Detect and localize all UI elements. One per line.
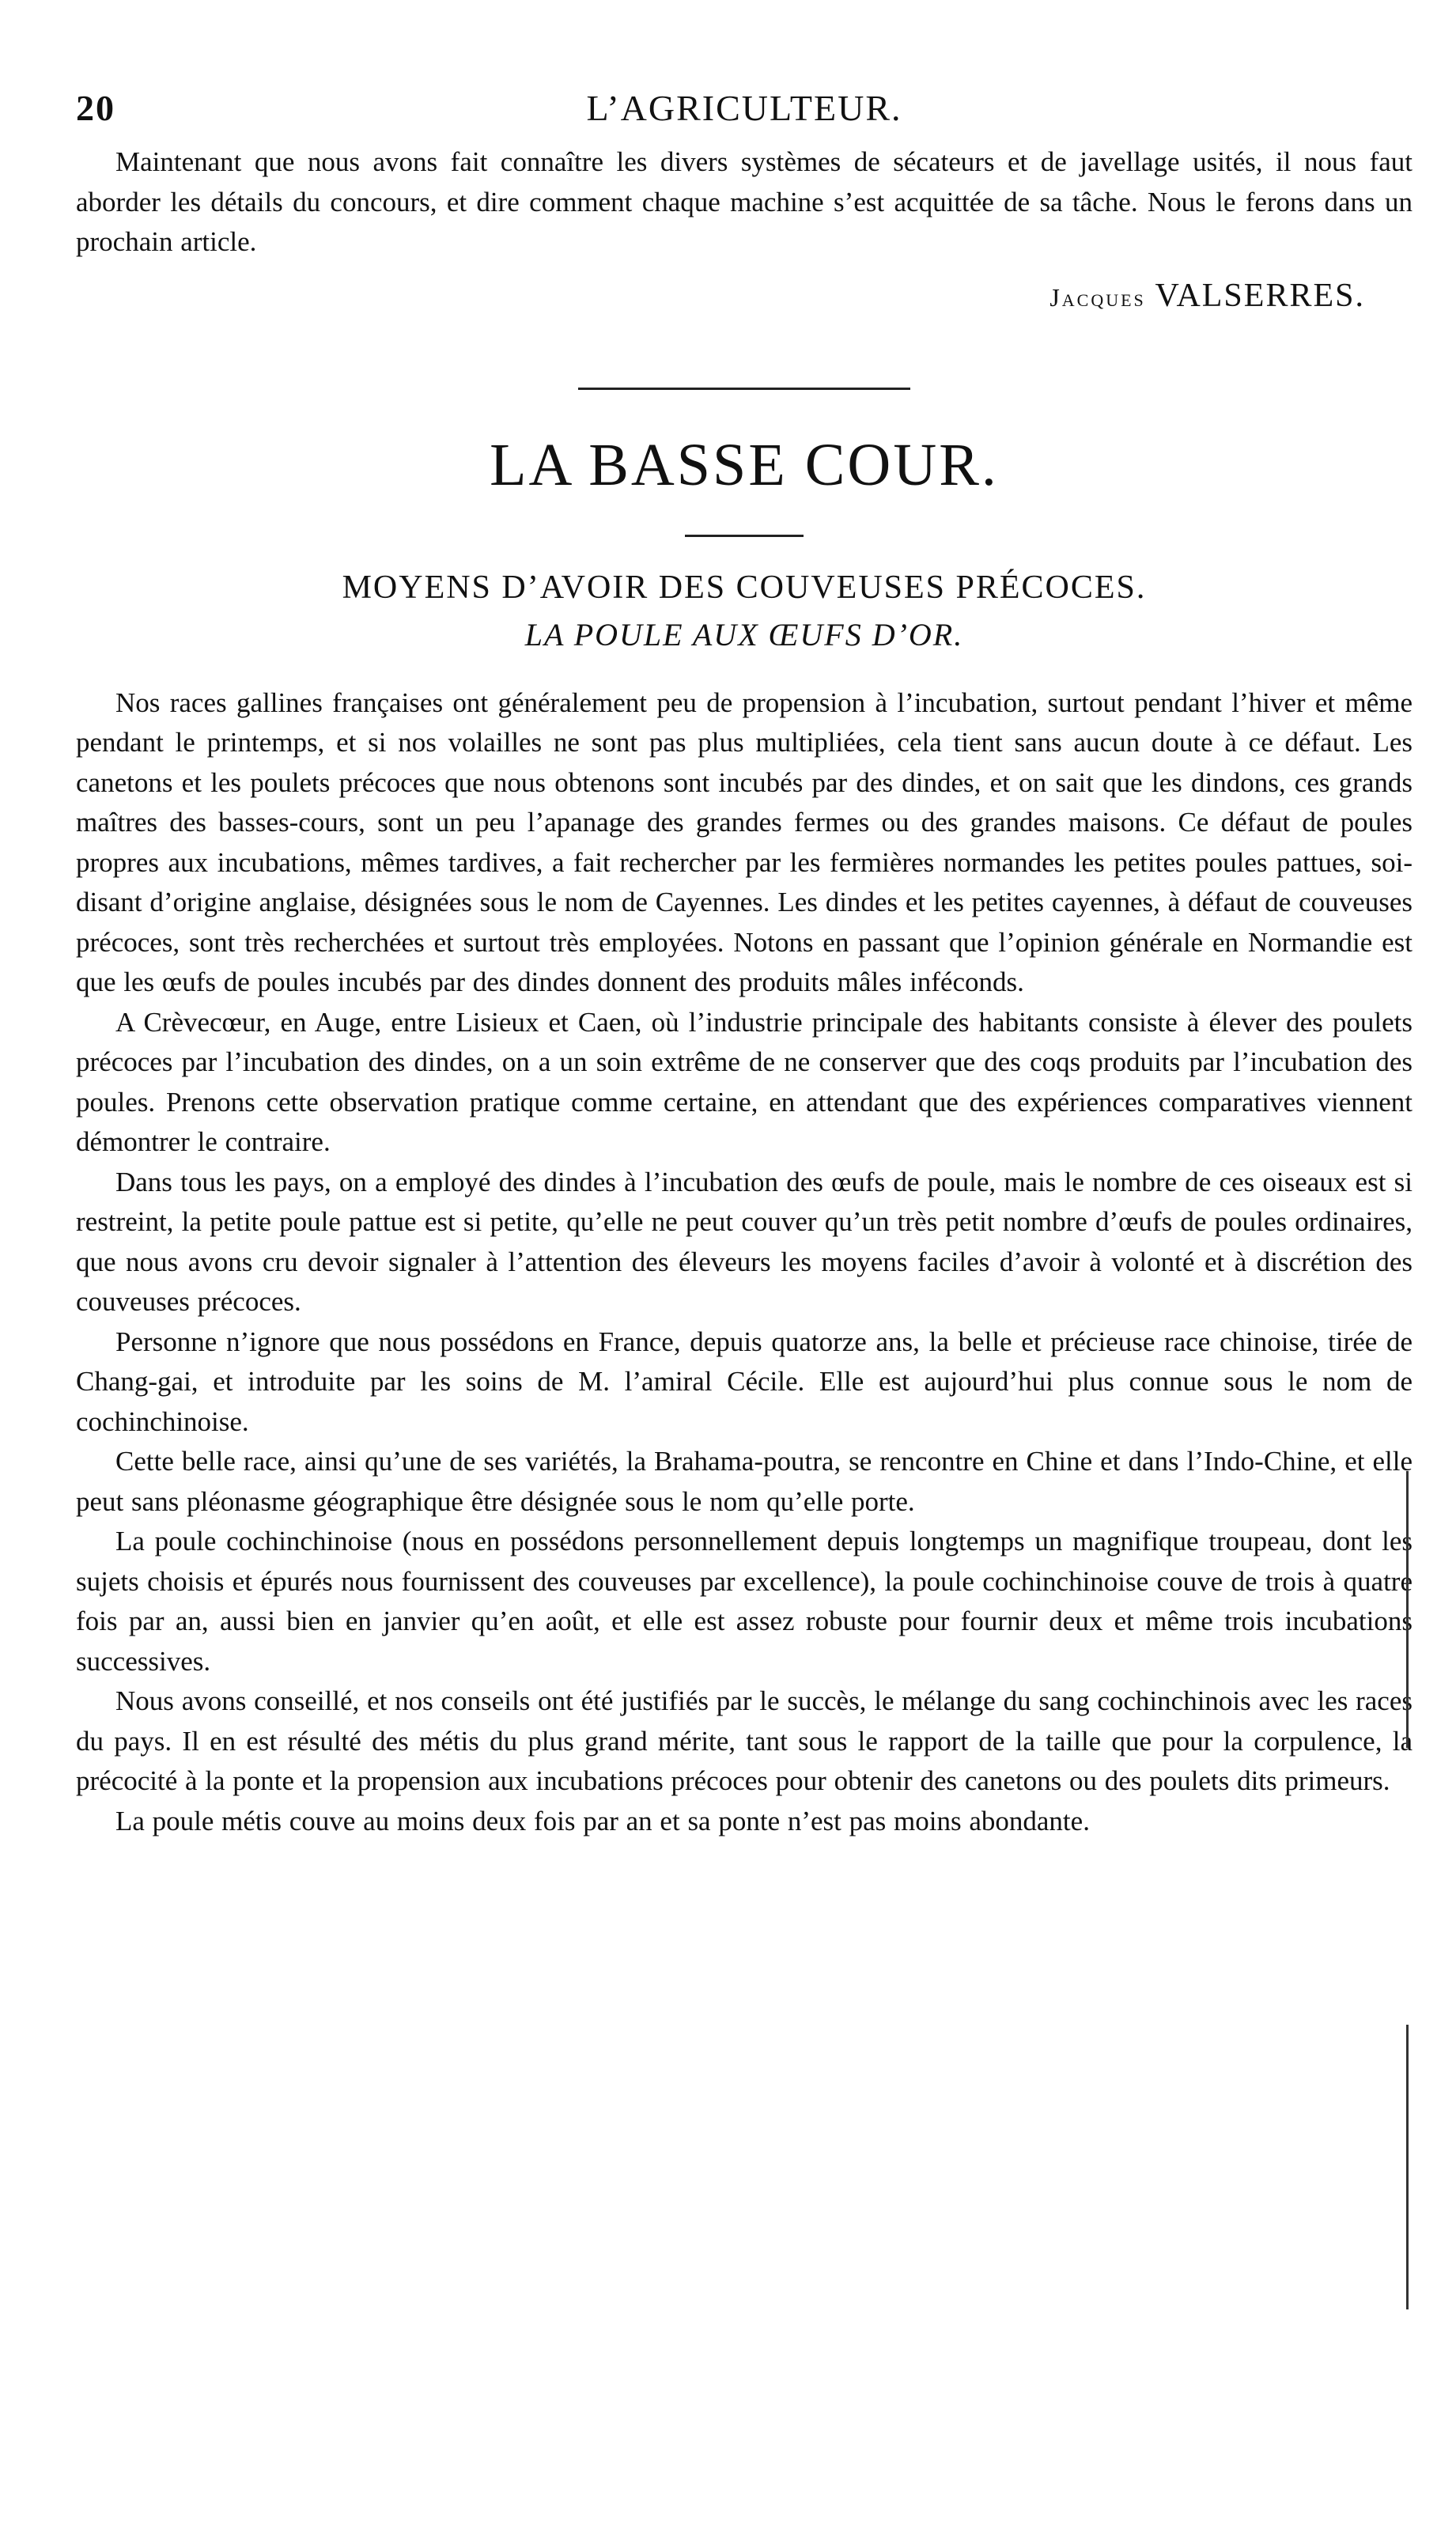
article-subtitle: MOYENS D’AVOIR DES COUVEUSES PRÉCOCES. <box>342 569 1147 606</box>
body-paragraph-5: Cette belle race, ainsi qu’une de ses variétés, la Brahama-poutra, se rencontre en Chine et dans l’Indo-Chine, et elle peut sans pléonasme géographique être désignée sous le nom qu’elle porte. <box>76 1446 1413 1517</box>
body-paragraph-7: Nous avons conseillé, et nos conseils ont été justifiés par le succès, le mélange du sang cochinchinois avec les races du pays. Il en est résulté des métis du plus grand mérite, tant sous le rapport de la taille que pour la corpulence, la précocité à la ponte et la propension aux incubations précoces pour obtenir des canetons ou des poulets dits primeurs. <box>76 1685 1413 1796</box>
author-first-name: Jacques <box>1049 282 1146 312</box>
article-subtitle-secondary: LA POULE AUX ŒUFS D’OR. <box>524 616 964 652</box>
page-number: 20 <box>76 88 115 128</box>
margin-mark <box>1406 1471 1409 1748</box>
title-underline <box>685 535 804 537</box>
body-paragraph-4: Personne n’ignore que nous possédons en France, depuis quatorze ans, la belle et précieuse race chinoise, tirée de Chang-gai, et introduite par les soins de M. l’amiral Cécile. Elle est aujourd’hui plus connue sous le nom de cochinchinoise. <box>76 1326 1413 1437</box>
journal-title: L’AGRICULTEUR. <box>586 88 902 128</box>
body-paragraph-1: Nos races gallines françaises ont généralement peu de propension à l’incubation, surtout pendant l’hiver et même pendant le printemps, et si nos volailles ne sont pas plus multipliées, cela tient sans aucun doute à ce défaut. Les canetons et les poulets précoces que nous obtenons sont incubés par des dindes, et on sait que les dindons, ces grands maîtres des basses-cours, sont un peu l’apanage des grandes fermes ou des grandes maisons. Ce défaut de poules propres aux incubations, mêmes tardives, a fait rechercher par les fermières normandes les petites poules pattues, soi-disant d’origine anglaise, désignées sous le nom de Cayennes. Les dindes et les petites cayennes, à défaut de couveuses précoces, sont très recherchées et surtout très employées. Notons en passant que l’opinion générale en Normandie est que les œufs de poules incubés par des dindes donnent des produits mâles inféconds. <box>76 687 1413 997</box>
body-paragraph-3: Dans tous les pays, on a employé des dindes à l’incubation des œufs de poule, mais le nombre de ces oiseaux est si restreint, la petite poule pattue est si petite, qu’elle ne peut couver qu’un très petit nombre d’œufs de poules ordinaires, que nous avons cru devoir signaler à l’attention des éleveurs les moyens faciles d’avoir à volonté et à discrétion des couveuses précoces. <box>76 1166 1413 1317</box>
document-page <box>76 87 1413 1841</box>
section-title: LA BASSE COUR. <box>490 431 999 498</box>
author-last-name: VALSERRES. <box>1155 277 1365 314</box>
margin-mark-lower <box>1406 2025 1409 2309</box>
body-paragraph-8: La poule métis couve au moins deux fois par an et sa ponte n’est pas moins abondante. <box>115 1805 1090 1836</box>
running-header <box>76 87 1413 142</box>
section-divider <box>578 388 910 390</box>
body-paragraph-2: A Crèvecœur, en Auge, entre Lisieux et Caen, où l’industrie principale des habitants consiste à élever des poulets précoces par l’incubation des dindes, on a un soin extrême de ne conserver que des coqs produits par l’incubation des poules. Prenons cette observation pratique comme certaine, en attendant que des expériences comparatives viennent démontrer le contraire. <box>76 1006 1413 1157</box>
author-signature <box>76 277 1365 315</box>
intro-paragraph: Maintenant que nous avons fait connaître les divers systèmes de sécateurs et de javellage usités, il nous faut aborder les détails du concours, et dire comment chaque machine s’est acquittée de sa tâche. Nous le ferons dans un prochain article. <box>76 146 1413 257</box>
body-paragraph-6: La poule cochinchinoise (nous en possédons personnellement depuis longtemps un magnifique troupeau, dont les sujets choisis et épurés nous fournissent des couveuses par excellence), la poule cochinchinoise couve de trois à quatre fois par an, aussi bien en janvier qu’en août, et elle est assez robuste pour fournir deux et même trois incubations successives. <box>76 1526 1413 1677</box>
